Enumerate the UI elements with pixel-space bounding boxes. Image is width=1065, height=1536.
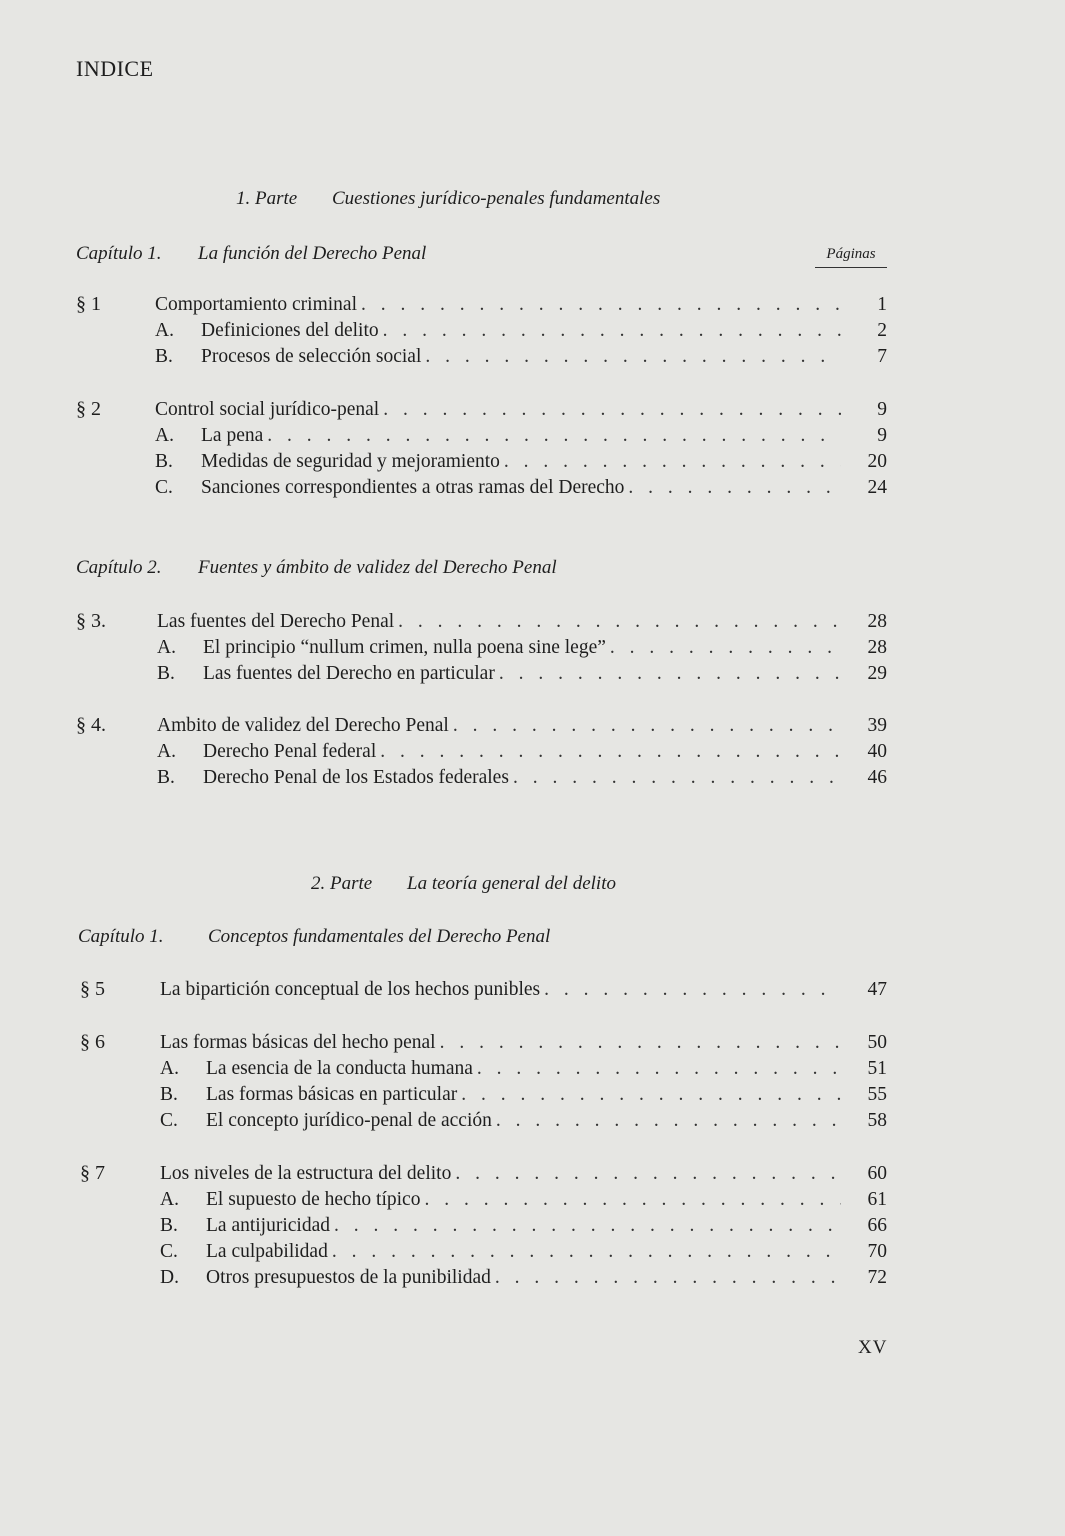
entry-letter: A. — [157, 741, 176, 762]
toc-entry[interactable] — [155, 293, 887, 319]
page-number: 9 — [877, 425, 887, 446]
entry-title: La bipartición conceptual de los hechos punibles — [160, 979, 541, 1000]
toc-entry[interactable] — [157, 766, 887, 792]
entry-letter: A. — [155, 425, 174, 446]
entry-letter: C. — [155, 477, 173, 498]
page-number: 24 — [867, 477, 887, 498]
entry-title: Ambito de validez del Derecho Penal — [157, 715, 449, 736]
page-number: 47 — [867, 979, 887, 1000]
dot-leader — [383, 319, 841, 343]
dot-leader — [398, 610, 841, 634]
entry-title: La esencia de la conducta humana — [206, 1058, 473, 1079]
dot-leader — [455, 1162, 841, 1186]
entry-title: La culpabilidad — [206, 1241, 328, 1262]
entry-title: Definiciones del delito — [201, 320, 379, 341]
entry-letter: C. — [160, 1241, 178, 1262]
page-number: 58 — [867, 1110, 887, 1131]
page-number: 66 — [867, 1215, 887, 1236]
toc-entry[interactable] — [160, 1162, 887, 1188]
toc-entry[interactable] — [157, 740, 887, 766]
toc-entry[interactable] — [160, 1031, 887, 1057]
page-number: 55 — [867, 1084, 887, 1105]
page-number: 50 — [867, 1032, 887, 1053]
entry-title: Las fuentes del Derecho en particular — [203, 663, 495, 684]
dot-leader — [610, 636, 841, 660]
pages-column-label: Páginas — [815, 246, 887, 268]
part-title: La teoría general del delito — [407, 873, 616, 894]
chapter-heading — [76, 243, 426, 265]
dot-leader — [496, 1109, 841, 1133]
entry-title: Derecho Penal de los Estados federales — [203, 767, 509, 788]
toc-entry[interactable] — [157, 636, 887, 662]
entry-title: El principio “nullum crimen, nulla poena sine lege” — [203, 637, 606, 658]
section-mark: § 5 — [80, 978, 105, 1000]
page-number: 39 — [867, 715, 887, 736]
dot-leader — [477, 1057, 841, 1081]
toc-entry[interactable] — [160, 1109, 887, 1135]
dot-leader — [267, 424, 841, 448]
entry-title: El supuesto de hecho típico — [206, 1189, 421, 1210]
dot-leader — [380, 740, 841, 764]
page-number: 40 — [867, 741, 887, 762]
toc-entry[interactable] — [155, 450, 887, 476]
entry-letter: A. — [160, 1058, 179, 1079]
toc-entry[interactable] — [155, 398, 887, 424]
toc-entry[interactable] — [160, 1266, 887, 1292]
page-number: 20 — [867, 451, 887, 472]
section-mark: § 6 — [80, 1031, 105, 1053]
part-heading — [236, 188, 660, 210]
dot-leader — [383, 398, 841, 422]
toc-entry[interactable] — [160, 1057, 887, 1083]
page-number: 51 — [867, 1058, 887, 1079]
entry-letter: B. — [155, 346, 173, 367]
entry-title: Medidas de seguridad y mejoramiento — [201, 451, 500, 472]
dot-leader — [499, 662, 841, 686]
entry-title: Comportamiento criminal — [155, 294, 357, 315]
page-number: 1 — [877, 294, 887, 315]
entry-title: Sanciones correspondientes a otras ramas del Derecho — [201, 477, 625, 498]
entry-letter: D. — [160, 1267, 179, 1288]
dot-leader — [504, 450, 841, 474]
section-mark: § 4. — [76, 714, 106, 736]
page-number: 60 — [867, 1163, 887, 1184]
chapter-number: Capítulo 1. — [78, 926, 164, 947]
entry-title: Control social jurídico-penal — [155, 399, 380, 420]
dot-leader — [495, 1266, 841, 1290]
entry-title: Las formas básicas en particular — [206, 1084, 458, 1105]
toc-entry[interactable] — [157, 662, 887, 688]
part-number: 1. Parte — [236, 188, 298, 209]
entry-letter: C. — [160, 1110, 178, 1131]
entry-title: Las fuentes del Derecho Penal — [157, 611, 395, 632]
toc-entry[interactable] — [160, 1083, 887, 1109]
chapter-number: Capítulo 1. — [76, 243, 162, 264]
entry-title: Otros presupuestos de la punibilidad — [206, 1267, 491, 1288]
dot-leader — [424, 1188, 841, 1212]
dot-leader — [628, 476, 841, 500]
toc-entry[interactable] — [157, 714, 887, 740]
page-number: 2 — [877, 320, 887, 341]
part-number: 2. Parte — [311, 873, 373, 894]
dot-leader — [544, 978, 841, 1002]
dot-leader — [440, 1031, 841, 1055]
toc-entry[interactable] — [155, 319, 887, 345]
toc-entry[interactable] — [160, 978, 887, 1004]
entry-title: La antijuricidad — [206, 1215, 330, 1236]
toc-entry[interactable] — [155, 345, 887, 371]
toc-entry[interactable] — [155, 424, 887, 450]
section-mark: § 3. — [76, 610, 106, 632]
dot-leader — [513, 766, 841, 790]
page-number: 46 — [867, 767, 887, 788]
entry-title: Procesos de selección social — [201, 346, 422, 367]
entry-title: Derecho Penal federal — [203, 741, 377, 762]
page-number: 61 — [867, 1189, 887, 1210]
page-number: 72 — [867, 1267, 887, 1288]
page-number: 28 — [867, 637, 887, 658]
page-number: 9 — [877, 399, 887, 420]
dot-leader — [334, 1214, 841, 1238]
toc-entry[interactable] — [160, 1214, 887, 1240]
toc-entry[interactable] — [160, 1188, 887, 1214]
chapter-number: Capítulo 2. — [76, 557, 162, 578]
chapter-heading — [76, 557, 557, 579]
entry-title: Los niveles de la estructura del delito — [160, 1163, 452, 1184]
toc-entry[interactable] — [157, 610, 887, 636]
entry-title: El concepto jurídico-penal de acción — [206, 1110, 492, 1131]
chapter-title: Conceptos fundamentales del Derecho Penal — [208, 926, 551, 947]
entry-letter: B. — [160, 1215, 178, 1236]
running-head: INDICE — [76, 56, 154, 81]
entry-title: Las formas básicas del hecho penal — [160, 1032, 436, 1053]
dot-leader — [453, 714, 841, 738]
entry-letter: A. — [160, 1189, 179, 1210]
part-heading — [311, 873, 616, 895]
entry-letter: A. — [157, 637, 176, 658]
page-number: 29 — [867, 663, 887, 684]
entry-letter: B. — [160, 1084, 178, 1105]
entry-letter: A. — [155, 320, 174, 341]
toc-entry[interactable] — [155, 476, 887, 502]
dot-leader — [332, 1240, 841, 1264]
chapter-title: Fuentes y ámbito de validez del Derecho Penal — [198, 557, 557, 578]
section-mark: § 1 — [76, 293, 101, 315]
page-number: 28 — [867, 611, 887, 632]
entry-letter: B. — [155, 451, 173, 472]
toc-entry[interactable] — [160, 1240, 887, 1266]
dot-leader — [361, 293, 841, 317]
page-folio: XV — [858, 1337, 888, 1358]
page-number: 70 — [867, 1241, 887, 1262]
chapter-title: La función del Derecho Penal — [198, 243, 427, 264]
entry-title: La pena — [201, 425, 264, 446]
dot-leader — [425, 345, 841, 369]
section-mark: § 7 — [80, 1162, 105, 1184]
entry-letter: B. — [157, 663, 175, 684]
section-mark: § 2 — [76, 398, 101, 420]
chapter-heading — [78, 926, 550, 948]
entry-letter: B. — [157, 767, 175, 788]
page-number: 7 — [877, 346, 887, 367]
dot-leader — [461, 1083, 841, 1107]
part-title: Cuestiones jurídico-penales fundamentales — [332, 188, 661, 209]
